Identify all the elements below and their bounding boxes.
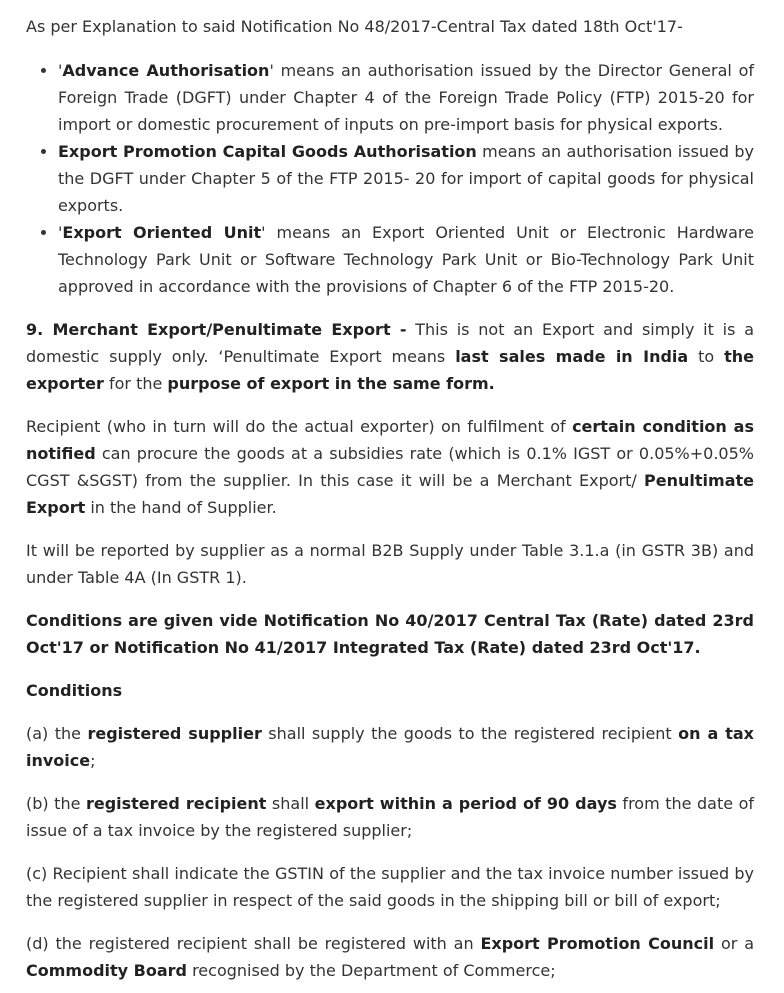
quote-mark: ': [58, 223, 63, 242]
body-text: in the hand of Supplier.: [85, 498, 277, 517]
section-heading: 9. Merchant Export/Penultimate Export -: [26, 320, 407, 339]
list-item: [58, 219, 754, 300]
emphasis: last sales made in India: [455, 347, 689, 366]
conditions-notice: [26, 607, 754, 661]
body-text: (d) the registered recipient shall be registered with an: [26, 934, 481, 953]
emphasis: on a tax invoice: [26, 724, 755, 770]
condition-a: [26, 720, 754, 774]
list-item: [58, 138, 754, 219]
emphasis: Conditions are given vide Notification No 40/2017 Central Tax (Rate) dated 23rd Oct'17 or Notification No 41/2017 Integrated Tax (Rate) dated 23rd Oct'17.: [26, 611, 754, 657]
emphasis: purpose of export in the same form.: [167, 374, 495, 393]
definition-text: means an Export Oriented Unit or Electronic Hardware Technology Park Unit or Software Technology Park Unit or Bio-Technology Park Unit approved in accordance with the provisions of Chapter 6 of the FTP 2015-20.: [58, 223, 755, 296]
emphasis: export within a period of 90 days: [314, 794, 617, 813]
emphasis: certain condition as notified: [26, 417, 755, 463]
defined-term: Export Oriented Unit: [62, 223, 262, 242]
defined-term: Advance Authorisation: [62, 61, 270, 80]
emphasis: Export Promotion Council: [480, 934, 715, 953]
quote-mark: ': [58, 61, 63, 80]
body-text: (a) the: [26, 724, 88, 743]
definition-text: means an authorisation issued by the DGFT under Chapter 5 of the FTP 2015- 20 for import of capital goods for physical exports.: [58, 142, 754, 215]
list-item: [58, 57, 754, 138]
section-9-paragraph: [26, 316, 754, 397]
definitions-list: [26, 57, 754, 300]
condition-c: (c) Recipient shall indicate the GSTIN of the supplier and the tax invoice number issued by the registered supplier in respect of the said goods in the shipping bill or bill of export;: [26, 864, 754, 910]
body-text: for the: [103, 374, 168, 393]
body-text: can procure the goods at a subsidies rate (which is 0.1% IGST or 0.05%+0.05% CGST &SGST) from the supplier. In this case it will be a Merchant Export/: [26, 444, 754, 490]
conditions-heading: [26, 677, 754, 704]
body-text: shall: [266, 794, 315, 813]
emphasis: the exporter: [26, 347, 755, 393]
body-text: (b) the: [26, 794, 86, 813]
emphasis: Penultimate Export: [26, 471, 754, 517]
body-text: recognised by the Department of Commerce;: [186, 961, 556, 980]
emphasis: Commodity Board: [26, 961, 187, 980]
heading-text: Conditions: [26, 681, 123, 700]
definition-text: means an authorisation issued by the Director General of Foreign Trade (DGFT) under Chapter 4 of the Foreign Trade Policy (FTP) 2015-20 for import or domestic procurement of inputs on pre-import basis for physical exports.: [58, 61, 755, 134]
body-text: shall supply the goods to the registered recipient: [261, 724, 679, 743]
body-text: or a: [714, 934, 755, 953]
reporting-paragraph: It will be reported by supplier as a normal B2B Supply under Table 3.1.a (in GSTR 3B) and under Table 4A (In GSTR 1).: [26, 541, 754, 587]
quote-mark: ': [269, 61, 274, 80]
body-text: to: [688, 347, 725, 366]
emphasis: registered supplier: [87, 724, 262, 743]
defined-term: Export Promotion Capital Goods Authorisation: [58, 142, 477, 161]
body-text: This is not an Export and simply it is a domestic supply only. ‘Penultimate Export means: [26, 320, 755, 366]
condition-d: [26, 930, 754, 984]
body-text: from the date of issue of a tax invoice by the registered supplier;: [26, 794, 755, 840]
intro-paragraph: As per Explanation to said Notification No 48/2017-Central Tax dated 18th Oct'17-: [26, 17, 683, 36]
condition-b: [26, 790, 754, 844]
quote-mark: ': [261, 223, 266, 242]
emphasis: registered recipient: [85, 794, 267, 813]
recipient-paragraph: [26, 413, 754, 521]
body-text: ;: [90, 751, 96, 770]
body-text: Recipient (who in turn will do the actual exporter) on fulfilment of: [26, 417, 573, 436]
